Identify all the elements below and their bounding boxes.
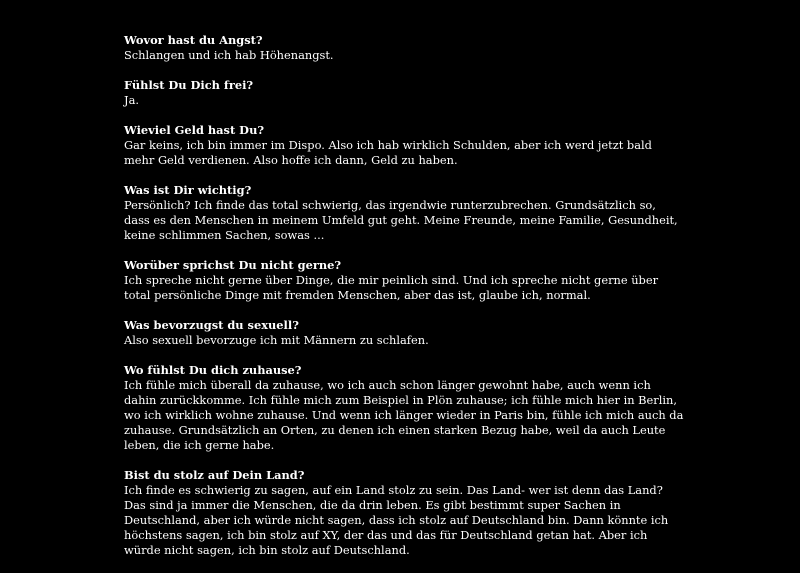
question-heading: Wo fühlst Du dich zuhause? <box>124 363 302 377</box>
qa-block-home <box>124 363 684 453</box>
question-heading: Wieviel Geld hast Du? <box>124 123 265 137</box>
answer-text: Schlangen und ich hab Höhenangst. <box>124 48 334 62</box>
answer-text: Ich spreche nicht gerne über Dinge, die mir peinlich sind. Und ich spreche nicht gerne über total persönliche Dinge mit fremden Menschen, aber das ist, glaube ich, normal. <box>124 273 659 302</box>
interview-text <box>124 33 684 573</box>
qa-block-freedom <box>124 78 684 108</box>
qa-block-topics <box>124 258 684 303</box>
answer-text: Gar keins, ich bin immer im Dispo. Also ich hab wirklich Schulden, aber ich werd jetzt bald mehr Geld verdienen. Also hoffe ich dann, Geld zu haben. <box>124 138 652 167</box>
qa-block-money <box>124 123 684 168</box>
answer-text: Ich finde es schwierig zu sagen, auf ein Land stolz zu sein. Das Land- wer ist denn das Land? Das sind ja immer die Menschen, die da drin leben. Es gibt bestimmt super Sachen in Deutschland, aber ich würde nicht sagen, dass ich stolz auf Deutschland bin. Dann könnte ich höchstens sagen, ich bin stolz auf XY, der das und das für Deutschland getan hat. Aber ich würde nicht sagen, ich bin stolz auf Deutschland. <box>124 483 669 557</box>
question-heading: Was bevorzugst du sexuell? <box>124 318 299 332</box>
question-heading: Fühlst Du Dich frei? <box>124 78 254 92</box>
qa-block-sexuality <box>124 318 684 348</box>
answer-text: Also sexuell bevorzuge ich mit Männern zu schlafen. <box>124 333 429 347</box>
qa-block-importance <box>124 183 684 243</box>
answer-text: Ja. <box>124 93 139 107</box>
qa-block-fear <box>124 33 684 63</box>
question-heading: Wovor hast du Angst? <box>124 33 263 47</box>
answer-text: Ich fühle mich überall da zuhause, wo ich auch schon länger gewohnt habe, auch wenn ich dahin zurückkomme. Ich fühle mich zum Beispiel in Plön zuhause; ich fühle mich hier in Berlin, wo ich wirklich wohne zuhause. Und wenn ich länger wieder in Paris bin, fühle ich mich auch da zuhause. Grundsätzlich an Orten, zu denen ich einen starken Bezug habe, weil da auch Leute leben, die ich gerne habe. <box>124 378 684 452</box>
qa-block-country <box>124 468 684 558</box>
answer-text: Persönlich? Ich finde das total schwierig, das irgendwie runterzubrechen. Grundsätzlich so, dass es den Menschen in meinem Umfeld gut geht. Meine Freunde, meine Familie, Gesundheit, keine schlimmen Sachen, sowas ... <box>124 198 678 242</box>
question-heading: Bist du stolz auf Dein Land? <box>124 468 305 482</box>
question-heading: Worüber sprichst Du nicht gerne? <box>124 258 342 272</box>
question-heading: Was ist Dir wichtig? <box>124 183 252 197</box>
